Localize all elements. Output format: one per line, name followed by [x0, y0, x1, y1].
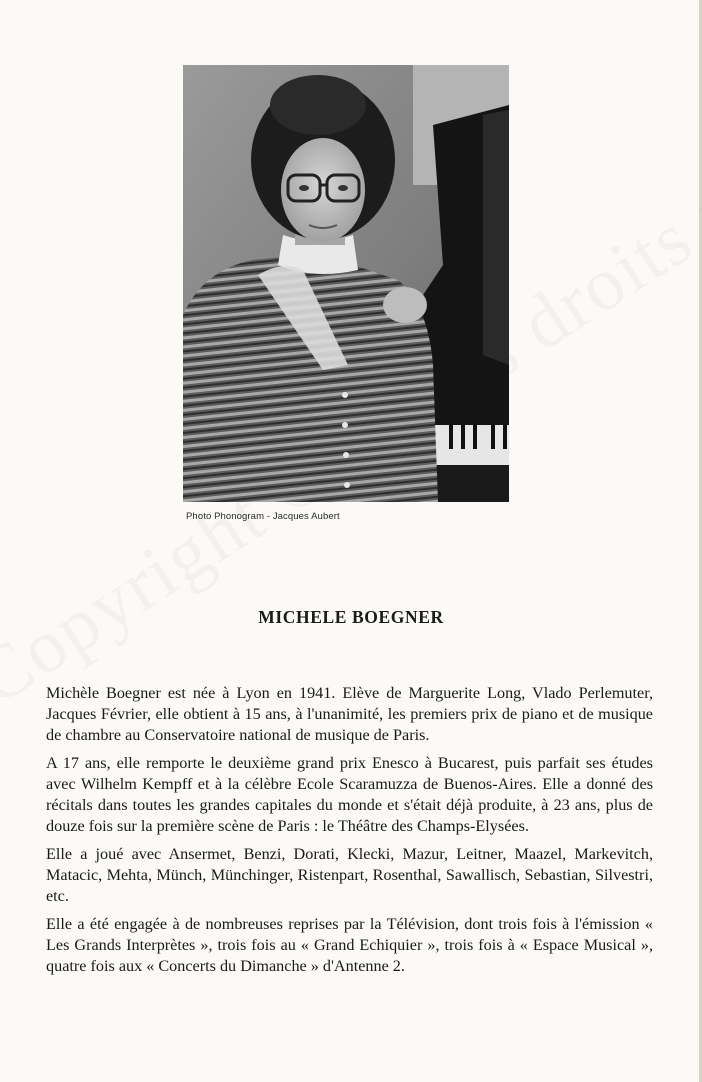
- biography-paragraph: A 17 ans, elle remporte le deuxième grand prix Enesco à Bucarest, puis parfait ses études avec Wilhelm Kempff et à la célèbre Ecole Scaramuzza de Buenos-Aires. Elle a donné des récitals dans toutes les grandes capitales du monde et s'était déjà produite, à 23 ans, plus de douze fois sur la première scène de Paris : le Théâtre des Champs-Elysées.: [46, 754, 653, 835]
- photo-credit: Photo Phonogram - Jacques Aubert: [186, 511, 340, 522]
- page-title: MICHELE BOEGNER: [258, 607, 444, 627]
- portrait-photo: [183, 65, 509, 502]
- biography-paragraph: Michèle Boegner est née à Lyon en 1941. Elève de Marguerite Long, Vlado Perlemuter, Jacques Février, elle obtient à 15 ans, à l'unanimité, les premiers prix de piano et de musique de chambre au Conservatoire national de musique de Paris.: [46, 684, 653, 744]
- biography-paragraph: Elle a été engagée à de nombreuses reprises par la Télévision, dont trois fois à l'émission « Les Grands Interprètes », trois fois au « Grand Echiquier », trois fois à « Espace Musical », quatre fois aux « Concerts du Dimanche » d'Antenne 2.: [46, 915, 653, 975]
- biography-paragraph: Elle a joué avec Ansermet, Benzi, Dorati, Klecki, Mazur, Leitner, Maazel, Markevitch, Matacic, Mehta, Münch, Münchinger, Ristenpart, Rosenthal, Sawallisch, Sebastian, Silvestri, etc.: [46, 845, 653, 905]
- biography-text: [46, 683, 653, 984]
